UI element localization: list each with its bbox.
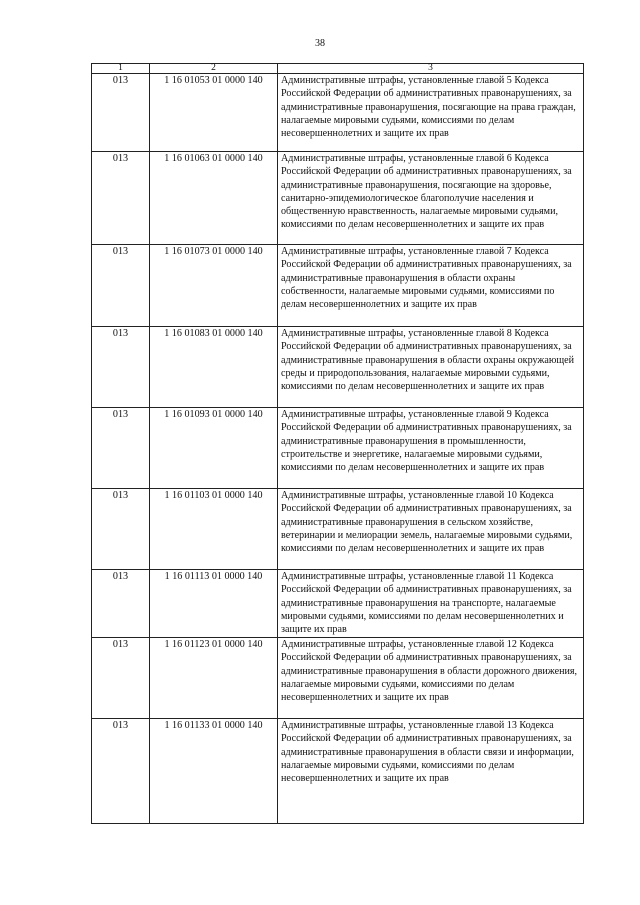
description-cell: Административные штрафы, установленные главой 10 Кодекса Российской Федерации об административных правонарушениях, за административные правонарушения в сельском хозяйстве, ветеринарии и мелиорации земель, налагаемые мировыми судьями, комиссиями по делам несовершеннолетних и защите их прав xyxy=(278,489,584,570)
org-code-cell: 013 xyxy=(92,327,150,408)
column-header-2: 2 xyxy=(150,64,278,74)
org-code-cell: 013 xyxy=(92,719,150,824)
org-code-cell: 013 xyxy=(92,570,150,638)
description-cell: Административные штрафы, установленные главой 5 Кодекса Российской Федерации об административных правонарушениях, за административные правонарушения, посягающие на права граждан, налагаемые мировыми судьями, комиссиями по делам несовершеннолетних и защите их прав xyxy=(278,74,584,152)
org-code-cell: 013 xyxy=(92,638,150,719)
table-row xyxy=(92,327,584,408)
table-header-row xyxy=(92,64,584,74)
description-cell: Административные штрафы, установленные главой 6 Кодекса Российской Федерации об административных правонарушениях, за административные правонарушения, посягающие на здоровье, санитарно-эпидемиологическое благополучие населения и общественную нравственность, налагаемые мировыми судьями, комиссиями по делам несовершеннолетних и защите их прав xyxy=(278,152,584,245)
budget-code-cell: 1 16 01093 01 0000 140 xyxy=(150,408,278,489)
org-code-cell: 013 xyxy=(92,152,150,245)
description-cell: Административные штрафы, установленные главой 7 Кодекса Российской Федерации об административных правонарушениях, за административные правонарушения в области охраны собственности, налагаемые мировыми судьями, комиссиями по делам несовершеннолетних и защите их прав xyxy=(278,245,584,327)
budget-code-cell: 1 16 01063 01 0000 140 xyxy=(150,152,278,245)
org-code-cell: 013 xyxy=(92,74,150,152)
budget-code-cell: 1 16 01133 01 0000 140 xyxy=(150,719,278,824)
column-header-1: 1 xyxy=(92,64,150,74)
budget-code-cell: 1 16 01123 01 0000 140 xyxy=(150,638,278,719)
table-row xyxy=(92,152,584,245)
table-row xyxy=(92,489,584,570)
column-header-3: 3 xyxy=(278,64,584,74)
org-code-cell: 013 xyxy=(92,408,150,489)
table-row xyxy=(92,245,584,327)
org-code-cell: 013 xyxy=(92,489,150,570)
description-cell: Административные штрафы, установленные главой 11 Кодекса Российской Федерации об административных правонарушениях, за административные правонарушения на транспорте, налагаемые мировыми судьями, комиссиями по делам несовершеннолетних и защите их прав xyxy=(278,570,584,638)
fines-table xyxy=(91,63,584,824)
budget-code-cell: 1 16 01103 01 0000 140 xyxy=(150,489,278,570)
description-cell: Административные штрафы, установленные главой 8 Кодекса Российской Федерации об административных правонарушениях, за административные правонарушения в области охраны окружающей среды и природопользования, налагаемые мировыми судьями, комиссиями по делам несовершеннолетних и защите их прав xyxy=(278,327,584,408)
table-row xyxy=(92,638,584,719)
table-row xyxy=(92,719,584,824)
page-number: 38 xyxy=(315,38,325,49)
description-cell: Административные штрафы, установленные главой 9 Кодекса Российской Федерации об административных правонарушениях, за административные правонарушения в промышленности, строительстве и энергетике, налагаемые мировыми судьями, комиссиями по делам несовершеннолетних и защите их прав xyxy=(278,408,584,489)
budget-code-cell: 1 16 01073 01 0000 140 xyxy=(150,245,278,327)
table-row xyxy=(92,408,584,489)
description-cell: Административные штрафы, установленные главой 12 Кодекса Российской Федерации об административных правонарушениях, за административные правонарушения в области дорожного движения, налагаемые мировыми судьями, комиссиями по делам несовершеннолетних и защите их прав xyxy=(278,638,584,719)
budget-code-cell: 1 16 01053 01 0000 140 xyxy=(150,74,278,152)
budget-code-cell: 1 16 01083 01 0000 140 xyxy=(150,327,278,408)
table-row xyxy=(92,570,584,638)
description-cell: Административные штрафы, установленные главой 13 Кодекса Российской Федерации об административных правонарушениях, за административные правонарушения в области связи и информации, налагаемые мировыми судьями, комиссиями по делам несовершеннолетних и защите их прав xyxy=(278,719,584,824)
budget-code-cell: 1 16 01113 01 0000 140 xyxy=(150,570,278,638)
org-code-cell: 013 xyxy=(92,245,150,327)
table-row xyxy=(92,74,584,152)
